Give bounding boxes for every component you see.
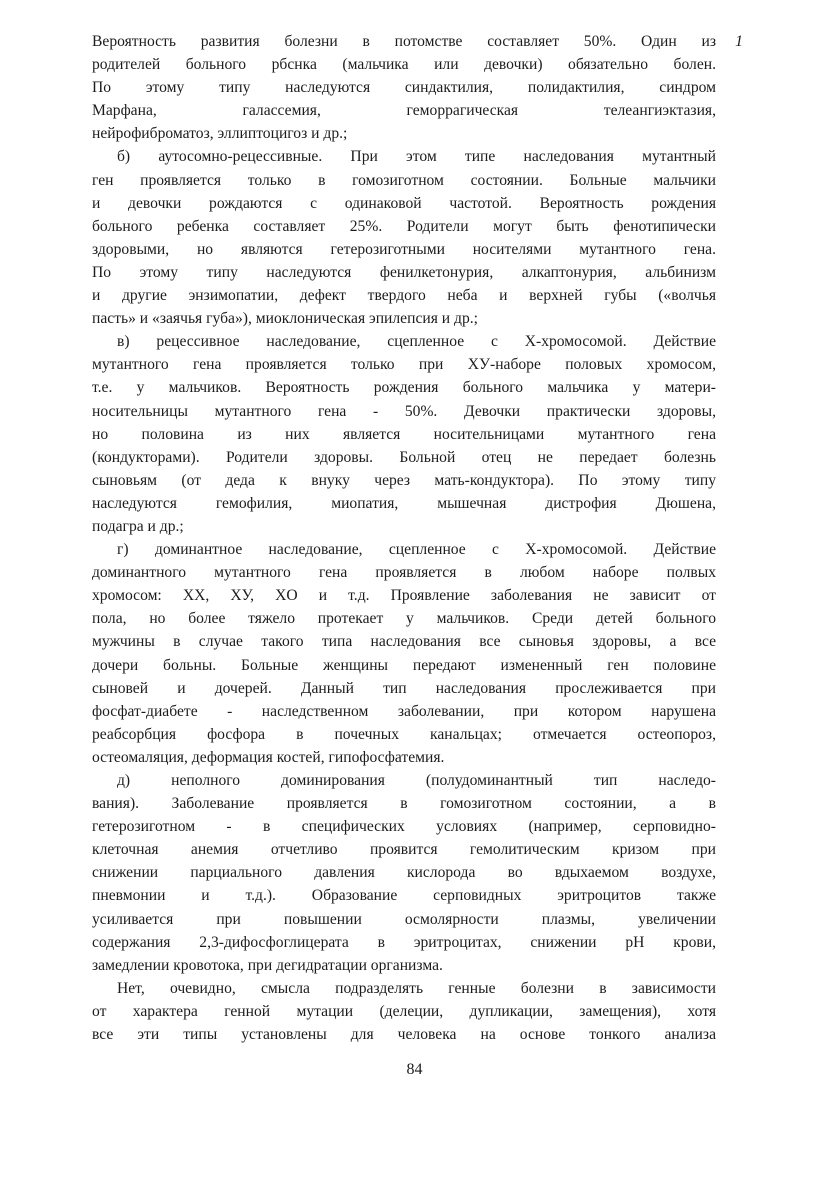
text-line: здоровыми, но являются гетерозиготными носителями мутантного гена. (92, 240, 716, 258)
text-line: пневмонии и т.д.). Образование серповидных эритроцитов также (92, 887, 716, 905)
text-line: замедлении кровотока, при дегидратации организма. (92, 956, 443, 974)
text-line: доминантного мутантного гена проявляется в любом наборе полвых (92, 564, 716, 582)
text-line: и другие энзимопатии, дефект твердого неба и верхней губы («волчья (92, 287, 716, 305)
text-line: т.е. у мальчиков. Вероятность рождения больного мальчика у матери- (92, 379, 716, 397)
text-line: все эти типы установлены для человека на основе тонкого анализа (92, 1026, 716, 1044)
text-line: снижении парциального давления кислорода во вдыхаемом воздухе, (92, 864, 716, 882)
text-line: вания). Заболевание проявляется в гомозиготном состоянии, а в (92, 795, 716, 813)
text-line: пасть» и «заячья губа»), миоклоническая эпилепсия и др.; (92, 310, 478, 328)
text-line: мужчины в случае такого типа наследования все сыновья здоровы, а все (92, 633, 716, 651)
text-line: наследуются гемофилия, миопатия, мышечная дистрофия Дюшена, (92, 494, 716, 512)
margin-mark: 1 (735, 33, 743, 50)
text-line: По этому типу наследуются синдактилия, полидактилия, синдром (92, 79, 716, 97)
text-line: (кондукторами). Родители здоровы. Больной отец не передает болезнь (92, 448, 716, 466)
body-text (92, 30, 716, 1046)
text-line: хромосом: XX, ХУ, XO и т.д. Проявление заболевания не зависит от (92, 587, 716, 605)
text-line: сыновьям (от деда к внуку через мать-кондуктора). По этому типу (92, 471, 716, 489)
text-line: подагра и др.; (92, 517, 184, 535)
text-line: родителей больного рбснка (мальчика или девочки) обязательно болен. (92, 56, 716, 74)
text-line: б) аутосомно-рецессивные. При этом типе наследования мутантный (117, 148, 716, 166)
text-line: от характера генной мутации (делеции, дупликации, замещения), хотя (92, 1002, 716, 1020)
text-line: Марфана, галассемия, геморрагическая телеангиэктазия, (92, 102, 716, 120)
text-line: но половина из них является носительницами мутантного гена (92, 425, 716, 443)
text-line: и девочки рождаются с одинаковой частотой. Вероятность рождения (92, 194, 716, 212)
text-line: нейрофиброматоз, эллиптоцигоз и др.; (92, 125, 348, 143)
text-line: д) неполного доминирования (полудоминантный тип наследо- (117, 772, 716, 789)
text-line: ген проявляется только в гомозиготном состоянии. Больные мальчики (92, 171, 716, 189)
text-line: мутантного гена проявляется только при ХУ-наборе половых хромосом, (92, 356, 716, 374)
text-line: Нет, очевидно, смысла подразделять генные болезни в зависимости (117, 979, 716, 997)
text-line: г) доминантное наследование, сцепленное с Х-хромосомой. Действие (117, 541, 716, 559)
text-line: в) рецессивное наследование, сцепленное с Х-хромосомой. Действие (117, 333, 716, 351)
text-line: Вероятность развития болезни в потомстве составляет 50%. Один из (92, 33, 716, 50)
page-number: 84 (406, 1061, 423, 1078)
text-line: остеомаляция, деформация костей, гипофосфатемия. (92, 748, 445, 766)
text-line: пола, но более тяжело протекает у мальчиков. Среди детей больного (92, 610, 716, 628)
text-line: усиливается при повышении осмолярности плазмы, увеличении (92, 910, 716, 928)
text-line: дочери больны. Больные женщины передают измененный ген половине (92, 656, 716, 674)
text-line: реабсорбция фосфора в почечных канальцах; отмечается остеопороз, (92, 725, 716, 743)
text-line: больного ребенка составляет 25%. Родители могут быть фенотипически (92, 217, 716, 235)
text-line: сыновей и дочерей. Данный тип наследования прослеживается при (92, 679, 716, 697)
text-line: клеточная анемия отчетливо проявится гемолитическим кризом при (92, 841, 716, 859)
text-line: содержания 2,3-дифосфоглицерата в эритроцитах, снижении pH крови, (92, 933, 716, 951)
text-line: фосфат-диабете - наследственном заболевании, при котором нарушена (92, 702, 716, 720)
text-line: гетерозиготном - в специфических условиях (например, серповидно- (92, 818, 716, 836)
text-line: По этому типу наследуются фенилкетонурия, алкаптонурия, альбинизм (92, 263, 716, 281)
text-line: носительницы мутантного гена - 50%. Девочки практически здоровы, (92, 402, 716, 420)
